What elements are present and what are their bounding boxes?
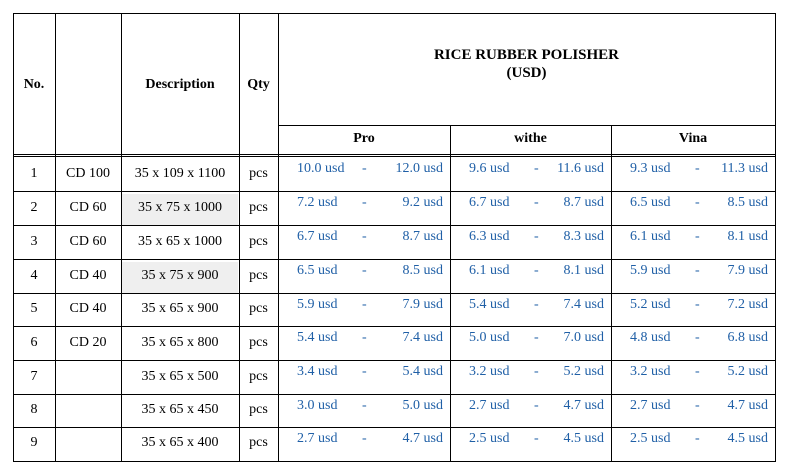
- product-size: 35 x 65 x 800: [141, 334, 219, 350]
- price-max: 8.7 usd: [563, 195, 604, 210]
- row-divider: [13, 191, 776, 192]
- quantity-unit: pcs: [249, 334, 268, 350]
- price-max: 9.2 usd: [402, 195, 443, 210]
- header-no: No.: [23, 76, 45, 92]
- product-code: CD 40: [69, 301, 107, 316]
- row-divider: [13, 225, 776, 226]
- row-number: 4: [30, 267, 38, 283]
- price-separator: -: [362, 263, 367, 278]
- price-max: 8.1 usd: [563, 263, 604, 278]
- price-max: 5.4 usd: [402, 364, 443, 379]
- brand-pro: Pro: [353, 130, 375, 146]
- quantity-unit: pcs: [249, 301, 268, 316]
- price-max: 7.2 usd: [727, 297, 768, 312]
- row-number: 9: [30, 435, 38, 450]
- price-max: 12.0 usd: [395, 161, 443, 176]
- price-max: 8.3 usd: [563, 229, 604, 244]
- price-max: 5.2 usd: [563, 364, 604, 379]
- price-min: 4.8 usd: [630, 330, 671, 345]
- price-max: 4.5 usd: [563, 431, 604, 446]
- header-divider: [13, 154, 776, 155]
- price-max: 4.5 usd: [727, 431, 768, 446]
- price-separator: -: [695, 263, 700, 278]
- brand-withe: withe: [514, 130, 547, 146]
- price-min: 3.4 usd: [297, 364, 338, 379]
- price-min: 9.6 usd: [469, 161, 510, 176]
- header-divider: [13, 156, 776, 157]
- product-code: CD 60: [69, 199, 107, 215]
- column-divider: [55, 13, 56, 462]
- table-border-bottom: [13, 461, 776, 462]
- product-size: 35 x 65 x 400: [141, 435, 219, 450]
- row-divider: [13, 326, 776, 327]
- header-description: Description: [145, 76, 215, 92]
- price-separator: -: [534, 330, 539, 345]
- price-separator: -: [534, 161, 539, 176]
- row-divider: [13, 427, 776, 428]
- price-min: 2.5 usd: [469, 431, 510, 446]
- price-separator: -: [695, 364, 700, 379]
- price-min: 6.5 usd: [297, 263, 338, 278]
- price-max: 11.3 usd: [721, 161, 768, 176]
- brand-vina: Vina: [678, 130, 708, 146]
- header-qty: Qty: [247, 76, 270, 92]
- product-code: [55, 395, 121, 425]
- price-max: 5.2 usd: [727, 364, 768, 379]
- brand-header-divider: [278, 125, 776, 126]
- price-min: 5.9 usd: [630, 263, 671, 278]
- price-min: 6.5 usd: [630, 195, 671, 210]
- row-number: 8: [30, 402, 38, 417]
- quantity-unit: pcs: [249, 199, 268, 215]
- product-code: CD 40: [69, 267, 107, 283]
- quantity-unit: pcs: [249, 165, 268, 181]
- row-divider: [13, 259, 776, 260]
- price-min: 2.7 usd: [297, 431, 338, 446]
- price-separator: -: [534, 195, 539, 210]
- price-separator: -: [362, 229, 367, 244]
- column-divider: [239, 13, 240, 462]
- row-number: 5: [30, 301, 38, 316]
- price-separator: -: [695, 297, 700, 312]
- quantity-unit: pcs: [249, 267, 268, 283]
- product-code: CD 60: [69, 233, 107, 249]
- price-max: 8.5 usd: [402, 263, 443, 278]
- price-separator: -: [695, 431, 700, 446]
- column-divider: [611, 125, 612, 462]
- price-min: 10.0 usd: [297, 161, 345, 176]
- product-size: 35 x 109 x 1100: [134, 165, 226, 181]
- product-code: CD 100: [66, 165, 110, 181]
- price-min: 6.7 usd: [297, 229, 338, 244]
- column-divider: [278, 13, 279, 462]
- row-divider: [13, 293, 776, 294]
- table-title: RICE RUBBER POLISHER: [433, 47, 620, 63]
- price-separator: -: [362, 195, 367, 210]
- price-max: 7.9 usd: [402, 297, 443, 312]
- price-min: 6.3 usd: [469, 229, 510, 244]
- price-separator: -: [362, 398, 367, 413]
- price-min: 3.2 usd: [630, 364, 671, 379]
- price-separator: -: [362, 330, 367, 345]
- price-max: 11.6 usd: [557, 161, 604, 176]
- product-size: 35 x 65 x 900: [141, 301, 219, 316]
- price-min: 5.9 usd: [297, 297, 338, 312]
- table-border-top: [13, 13, 776, 14]
- product-size: 35 x 75 x 1000: [138, 199, 222, 215]
- row-number: 6: [30, 334, 38, 350]
- price-min: 5.4 usd: [469, 297, 510, 312]
- row-number: 1: [30, 165, 38, 181]
- price-separator: -: [695, 195, 700, 210]
- price-separator: -: [695, 229, 700, 244]
- price-max: 7.4 usd: [563, 297, 604, 312]
- price-separator: -: [534, 398, 539, 413]
- product-code: [55, 428, 121, 458]
- product-size: 35 x 75 x 900: [141, 267, 219, 283]
- price-separator: -: [534, 229, 539, 244]
- price-min: 2.7 usd: [630, 398, 671, 413]
- price-min: 9.3 usd: [630, 161, 671, 176]
- price-separator: -: [695, 398, 700, 413]
- price-min: 7.2 usd: [297, 195, 338, 210]
- column-divider: [121, 13, 122, 462]
- row-number: 3: [30, 233, 38, 249]
- price-max: 4.7 usd: [563, 398, 604, 413]
- quantity-unit: pcs: [249, 233, 268, 249]
- price-separator: -: [362, 297, 367, 312]
- quantity-unit: pcs: [249, 435, 268, 450]
- table-currency: (USD): [506, 65, 547, 81]
- price-max: 4.7 usd: [402, 431, 443, 446]
- price-max: 8.1 usd: [727, 229, 768, 244]
- column-divider: [775, 13, 776, 462]
- price-separator: -: [534, 364, 539, 379]
- quantity-unit: pcs: [249, 368, 268, 384]
- price-min: 5.4 usd: [297, 330, 338, 345]
- price-min: 5.2 usd: [630, 297, 671, 312]
- quantity-unit: pcs: [249, 402, 268, 417]
- price-min: 2.7 usd: [469, 398, 510, 413]
- price-separator: -: [534, 263, 539, 278]
- price-separator: -: [695, 161, 700, 176]
- price-max: 6.8 usd: [727, 330, 768, 345]
- price-separator: -: [362, 161, 367, 176]
- product-size: 35 x 65 x 1000: [138, 233, 222, 249]
- product-size: 35 x 65 x 500: [141, 368, 219, 384]
- price-min: 3.0 usd: [297, 398, 338, 413]
- price-separator: -: [534, 431, 539, 446]
- product-size: 35 x 65 x 450: [141, 402, 219, 417]
- row-divider: [13, 394, 776, 395]
- price-max: 7.0 usd: [563, 330, 604, 345]
- price-max: 7.4 usd: [402, 330, 443, 345]
- price-separator: -: [695, 330, 700, 345]
- price-separator: -: [534, 297, 539, 312]
- row-number: 7: [30, 368, 38, 384]
- column-divider: [13, 13, 14, 462]
- row-divider: [13, 360, 776, 361]
- price-min: 6.1 usd: [469, 263, 510, 278]
- product-code: [55, 361, 121, 392]
- row-number: 2: [30, 199, 38, 215]
- product-code: CD 20: [69, 334, 107, 350]
- price-min: 6.1 usd: [630, 229, 671, 244]
- price-max: 8.7 usd: [402, 229, 443, 244]
- price-separator: -: [362, 364, 367, 379]
- column-divider: [450, 125, 451, 462]
- price-min: 2.5 usd: [630, 431, 671, 446]
- price-max: 7.9 usd: [727, 263, 768, 278]
- price-min: 3.2 usd: [469, 364, 510, 379]
- price-max: 8.5 usd: [727, 195, 768, 210]
- price-max: 4.7 usd: [727, 398, 768, 413]
- price-max: 5.0 usd: [402, 398, 443, 413]
- price-min: 5.0 usd: [469, 330, 510, 345]
- price-min: 6.7 usd: [469, 195, 510, 210]
- price-separator: -: [362, 431, 367, 446]
